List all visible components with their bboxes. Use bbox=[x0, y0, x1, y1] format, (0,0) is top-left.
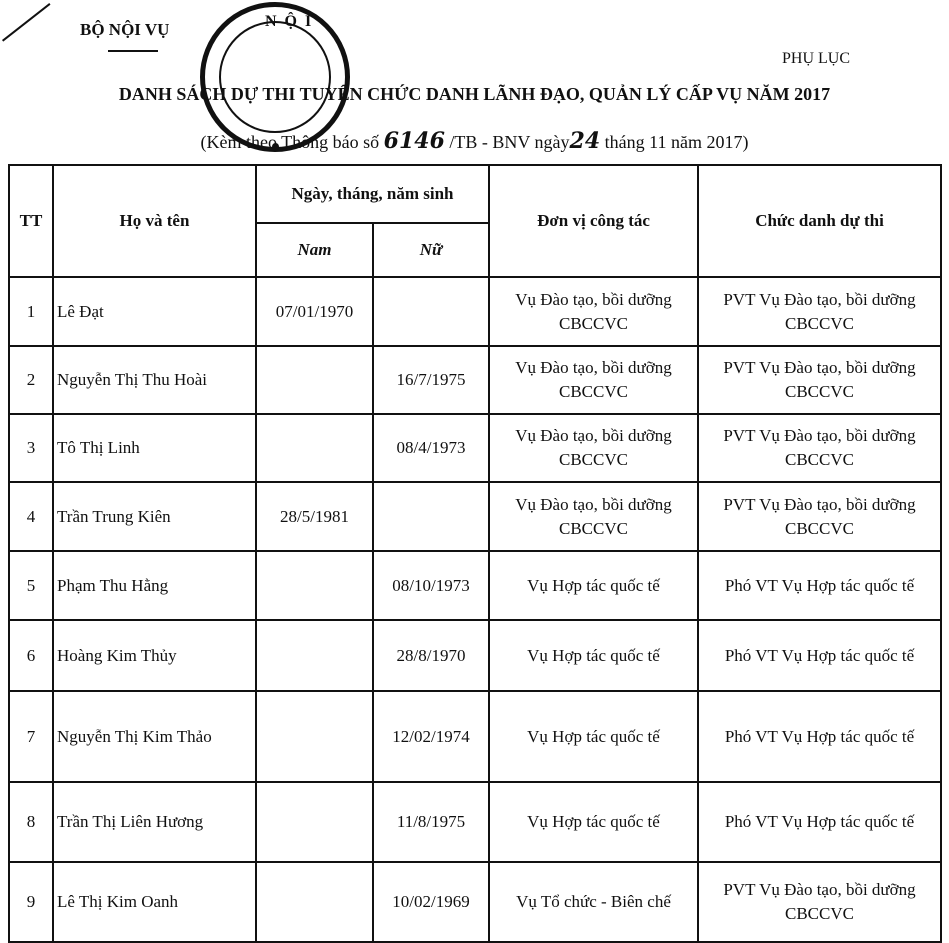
dob-male bbox=[256, 620, 373, 691]
table-row bbox=[9, 691, 941, 782]
work-unit: Vụ Hợp tác quốc tế bbox=[489, 551, 698, 620]
dob-male bbox=[256, 691, 373, 782]
work-unit: Vụ Đào tạo, bồi dưỡng CBCCVC bbox=[489, 414, 698, 482]
row-number: 2 bbox=[9, 346, 53, 414]
table-row bbox=[9, 414, 941, 482]
dob-male: 28/5/1981 bbox=[256, 482, 373, 551]
table-row bbox=[9, 346, 941, 414]
table-row bbox=[9, 277, 941, 346]
seal-inner-ring bbox=[219, 21, 331, 133]
row-number: 6 bbox=[9, 620, 53, 691]
target-position: Phó VT Vụ Hợp tác quốc tế bbox=[698, 691, 941, 782]
work-unit: Vụ Hợp tác quốc tế bbox=[489, 782, 698, 862]
candidate-name: Nguyễn Thị Kim Thảo bbox=[53, 691, 256, 782]
dob-female: 16/7/1975 bbox=[373, 346, 489, 414]
dob-female: 28/8/1970 bbox=[373, 620, 489, 691]
header-tt: TT bbox=[9, 165, 53, 277]
seal-text: NỘI bbox=[265, 13, 320, 30]
row-number: 7 bbox=[9, 691, 53, 782]
dob-male bbox=[256, 782, 373, 862]
ministry-name: BỘ NỘI VỤ bbox=[80, 20, 170, 39]
notice-number: 6146 bbox=[383, 128, 445, 154]
row-number: 8 bbox=[9, 782, 53, 862]
subtitle-prefix: (Kèm theo Thông báo số bbox=[200, 132, 380, 152]
table-row bbox=[9, 862, 941, 942]
row-number: 4 bbox=[9, 482, 53, 551]
candidate-name: Lê Thị Kim Oanh bbox=[53, 862, 256, 942]
dob-female bbox=[373, 482, 489, 551]
header-unit: Đơn vị công tác bbox=[489, 165, 698, 277]
target-position: PVT Vụ Đào tạo, bồi dưỡng CBCCVC bbox=[698, 482, 941, 551]
target-position: Phó VT Vụ Hợp tác quốc tế bbox=[698, 551, 941, 620]
header-female: Nữ bbox=[373, 223, 489, 277]
table-row bbox=[9, 482, 941, 551]
dob-male bbox=[256, 414, 373, 482]
candidate-name: Lê Đạt bbox=[53, 277, 256, 346]
work-unit: Vụ Đào tạo, bồi dưỡng CBCCVC bbox=[489, 482, 698, 551]
target-position: Phó VT Vụ Hợp tác quốc tế bbox=[698, 620, 941, 691]
dob-male bbox=[256, 346, 373, 414]
work-unit: Vụ Đào tạo, bồi dưỡng CBCCVC bbox=[489, 277, 698, 346]
table-row bbox=[9, 782, 941, 862]
dob-female: 08/4/1973 bbox=[373, 414, 489, 482]
target-position: PVT Vụ Đào tạo, bồi dưỡng CBCCVC bbox=[698, 414, 941, 482]
work-unit: Vụ Hợp tác quốc tế bbox=[489, 620, 698, 691]
candidate-name: Trần Thị Liên Hương bbox=[53, 782, 256, 862]
table-row bbox=[9, 551, 941, 620]
target-position: Phó VT Vụ Hợp tác quốc tế bbox=[698, 782, 941, 862]
ministry-underline bbox=[108, 50, 158, 52]
work-unit: Vụ Đào tạo, bồi dưỡng CBCCVC bbox=[489, 346, 698, 414]
dob-male bbox=[256, 551, 373, 620]
work-unit: Vụ Tổ chức - Biên chế bbox=[489, 862, 698, 942]
header-dob: Ngày, tháng, năm sinh bbox=[256, 165, 489, 223]
dob-female: 10/02/1969 bbox=[373, 862, 489, 942]
candidate-name: Tô Thị Linh bbox=[53, 414, 256, 482]
corner-mark bbox=[2, 3, 51, 42]
header-name: Họ và tên bbox=[53, 165, 256, 277]
dob-female: 08/10/1973 bbox=[373, 551, 489, 620]
dob-female: 11/8/1975 bbox=[373, 782, 489, 862]
row-number: 9 bbox=[9, 862, 53, 942]
row-number: 5 bbox=[9, 551, 53, 620]
appendix-label: PHỤ LỤC bbox=[782, 50, 851, 67]
dob-male: 07/01/1970 bbox=[256, 277, 373, 346]
subtitle-suffix: tháng 11 năm 2017) bbox=[604, 132, 749, 152]
document-title: DANH SÁCH DỰ THI TUYỂN CHỨC DANH LÃNH ĐẠO, QUẢN LÝ CẤP VỤ NĂM 2017 bbox=[118, 84, 831, 104]
row-number: 3 bbox=[9, 414, 53, 482]
candidate-name: Trần Trung Kiên bbox=[53, 482, 256, 551]
candidate-name: Hoàng Kim Thủy bbox=[53, 620, 256, 691]
work-unit: Vụ Hợp tác quốc tế bbox=[489, 691, 698, 782]
target-position: PVT Vụ Đào tạo, bồi dưỡng CBCCVC bbox=[698, 346, 941, 414]
dob-female bbox=[373, 277, 489, 346]
candidate-table bbox=[8, 164, 942, 943]
header-male: Nam bbox=[256, 223, 373, 277]
document-subtitle bbox=[0, 128, 949, 154]
candidate-name: Nguyễn Thị Thu Hoài bbox=[53, 346, 256, 414]
table-row bbox=[9, 620, 941, 691]
row-number: 1 bbox=[9, 277, 53, 346]
dob-female: 12/02/1974 bbox=[373, 691, 489, 782]
notice-day: 24 bbox=[569, 128, 601, 154]
target-position: PVT Vụ Đào tạo, bồi dưỡng CBCCVC bbox=[698, 277, 941, 346]
candidate-name: Phạm Thu Hằng bbox=[53, 551, 256, 620]
dob-male bbox=[256, 862, 373, 942]
header-position: Chức danh dự thi bbox=[698, 165, 941, 277]
subtitle-middle: /TB - BNV ngày bbox=[449, 132, 570, 152]
target-position: PVT Vụ Đào tạo, bồi dưỡng CBCCVC bbox=[698, 862, 941, 942]
